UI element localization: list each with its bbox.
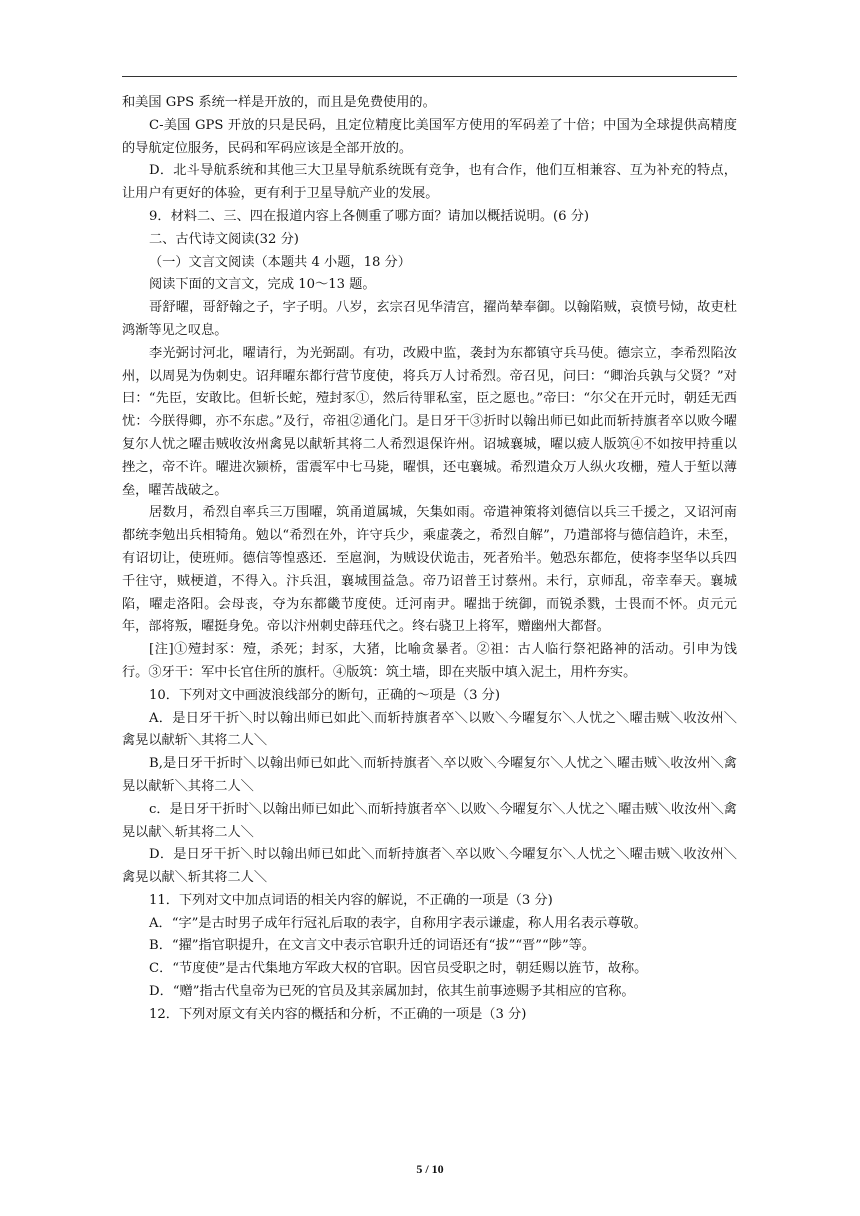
passage-paragraph: 居数月，希烈自率兵三万围曜，筑甬道属城，矢集如雨。帝遣神策将刘德信以兵三千援之，又诏河南都统李勉出兵相犄角。勉以“希烈在外，许守兵少，乘虚袭之，希烈自解”，乃遣部将与德信趋许，未至，有诏切让，使班师。德信等惶惑还．至扈涧，为贼设伏诡击，死者殆半。勉恐东都危，使将李坚华以兵四千往守，贼梗道，不得入。汴兵沮，襄城围益急。帝乃诏普王讨蔡州。未行，京师乱，帝幸奉天。襄城陷，曜走洛阳。会母丧，夺为东都畿节度使。迁河南尹。曜拙于统御，而锐杀戮，士畏而不怀。贞元元年，部将叛，曜挺身免。帝以汴州刺史薛珏代之。终右骁卫上将军，赠幽州大都督。 — [122, 505, 737, 635]
option-d: D．是日牙干折＼时以翰出师已如此＼而斩持旗者＼卒以败＼今曜复尔＼人忧之＼曜击贼＼收汝州＼禽晃以献＼斩其将二人＼ — [122, 847, 737, 886]
option-c: C．“节度使”是古代集地方军政大权的官职。因官员受职之时，朝廷赐以旌节，故称。 — [149, 961, 648, 977]
passage-paragraph: 李光弼讨河北，曜请行，为光弼副。有功，改殿中监，袭封为东都镇守兵马使。德宗立，李希烈陷汝州，以周晃为伪刺史。诏拜曜东都行营节度使，将兵万人讨希烈。帝召见，问曰：“卿治兵孰与父贤？”对曰：“先臣，安敢比。但斩长蛇，殪封豕①，然后待罪私室，臣之愿也。”帝曰：“尔父在开元时，朝廷无西忧：今朕得卿，亦不东虑。”及行，帝祖②通化门。是日牙干③折时以翰出师已如此而斩持旗者卒以败今曜复尔人忧之曜击贼收汝州禽晃以献斩其将二人希烈退保许州。诏城襄城，曜以疲人版筑④不如按甲持重以挫之，帝不许。曜进次颍桥，雷震军中七马毙，曜惧，还屯襄城。希烈遣众万人纵火攻栅，殪人于堑以薄垒，曜苦战破之。 — [122, 345, 737, 498]
footnotes: [注]①殪封豕：殪，杀死；封豕，大猪，比喻贪暴者。②祖：古人临行祭祀路神的活动。引申为饯行。③牙干：军中长官住所的旗杆。④版筑：筑土墙，即在夹版中填入泥土，用杵夯实。 — [122, 642, 737, 680]
page-number: 5 / 10 — [416, 1162, 444, 1176]
option-d: D．“赠”指古代皇帝为已死的官员及其亲属加封，依其生前事迹赐予其相应的官称。 — [149, 984, 635, 1000]
option-b: B,是日牙干折时＼以翰出师已如此＼而斩持旗者＼卒以败＼今曜复尔＼人忧之＼曜击贼＼收汝州＼禽晃以献斩＼其将二人＼ — [122, 756, 737, 794]
question-9: 9．材料二、三、四在报道内容上各侧重了哪方面？请加以概括说明。(6 分) — [149, 208, 590, 224]
paragraph: C-美国 GPS 开放的只是民码，且定位精度比美国军方使用的军码差了十倍；中国为全球提供高精度的导航定位服务，民码和军码应该是全部开放的。 — [122, 117, 737, 156]
header-rule — [122, 76, 737, 77]
section-heading: 二、古代诗文阅读(32 分) — [149, 231, 299, 247]
question-11: 11．下列对文中加点词语的相关内容的解说，不正确的一项是（3 分) — [149, 892, 553, 908]
passage-paragraph: 哥舒曜，哥舒翰之子，字子明。八岁，玄宗召见华清宫，擢尚辇奉御。以翰陷贼，哀愤号恸，故吏杜鸿渐等见之叹息。 — [122, 300, 737, 338]
paragraph: 和美国 GPS 系统一样是开放的，而且是免费使用的。 — [122, 95, 436, 110]
option-b: B．“擢”指官职提升，在文言文中表示官职升迁的词语还有“拔”“晋”“陟”等。 — [149, 938, 596, 954]
option-a: A．“字”是古时男子成年行冠礼后取的表字，自称用字表示谦虚，称人用名表示尊敬。 — [149, 915, 647, 931]
option-c: c．是日牙干折时＼以翰出师已如此＼而斩持旗者卒＼以败＼今曜复尔＼人忧之＼曜击贼＼收汝州＼禽晃以献＼斩其将二人＼ — [122, 801, 737, 840]
question-10: 10．下列对文中画波浪线部分的断句，正确的～项是（3 分) — [149, 687, 501, 703]
option-a: A．是日牙干折＼时以翰出师已如此＼而斩持旗者卒＼以败＼今曜复尔＼人忧之＼曜击贼＼收汝州＼禽晃以献斩＼其将二人＼ — [122, 710, 737, 749]
instruction: 阅读下面的文言文，完成 10～13 题。 — [149, 277, 376, 293]
subsection-heading: （一）文言文阅读（本题共 4 小题，18 分） — [149, 254, 411, 270]
paragraph: D．北斗导航系统和其他三大卫星导航系统既有竞争，也有合作，他们互相兼容、互为补充的特点，让用户有更好的体验，更有利于卫星导航产业的发展。 — [122, 163, 737, 202]
question-12: 12．下列对原文有关内容的概括和分析，不正确的一项是（3 分) — [149, 1006, 527, 1022]
document-body — [122, 92, 737, 1027]
